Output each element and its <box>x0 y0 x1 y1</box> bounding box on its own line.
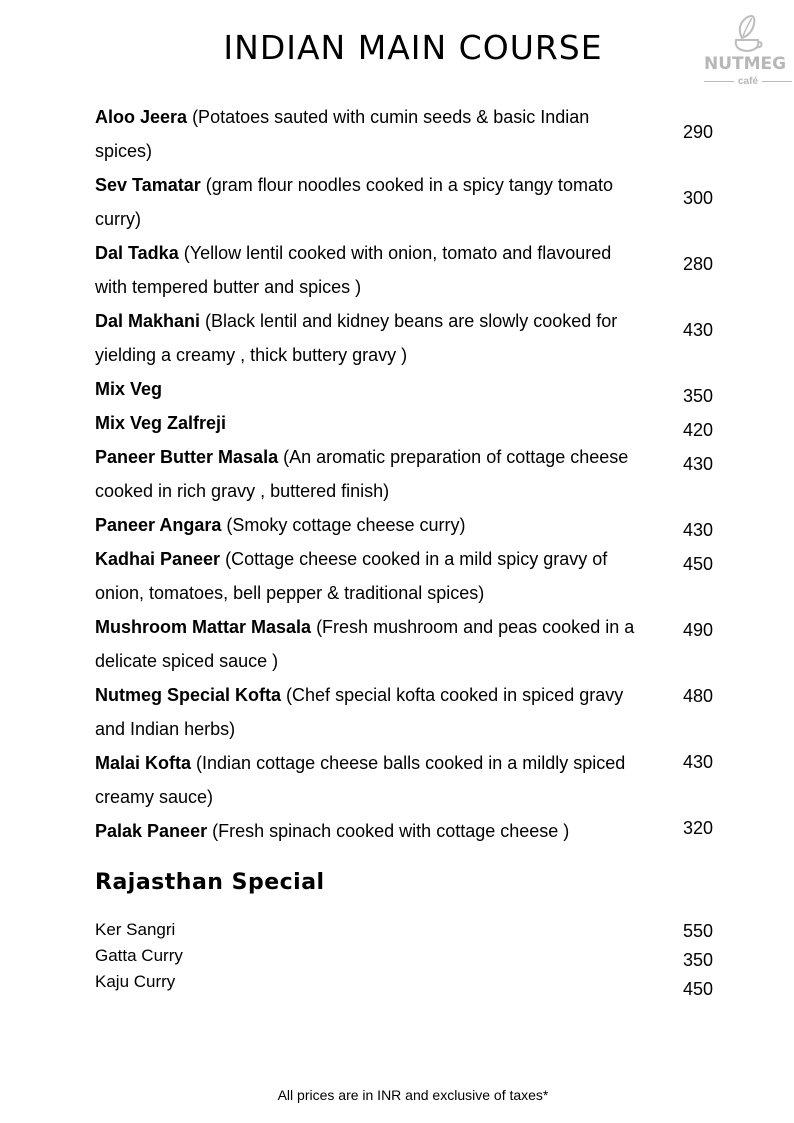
item-name: Palak Paneer <box>95 821 208 841</box>
item-price: 350 <box>683 386 714 406</box>
item-name: Ker Sangri <box>95 920 176 939</box>
section-title-rajasthan: Rajasthan Special <box>95 870 325 895</box>
menu-item <box>95 917 735 943</box>
item-description: (gram flour noodles cooked in a spicy tangy tomato curry) <box>95 175 613 229</box>
item-price: 430 <box>683 520 714 540</box>
menu-item <box>95 440 735 508</box>
menu-item <box>95 406 735 440</box>
item-price: 280 <box>683 254 714 274</box>
item-name: Kaju Curry <box>95 972 176 991</box>
logo-wordmark: NUTMEG <box>704 54 787 74</box>
menu-item <box>95 236 735 304</box>
menu-item <box>95 610 735 678</box>
menu-item <box>95 678 735 746</box>
rajasthan-list <box>95 917 735 999</box>
menu-item <box>95 969 735 999</box>
item-price: 430 <box>683 454 714 474</box>
item-price: 430 <box>683 320 714 340</box>
coffee-leaf-icon <box>730 10 764 54</box>
menu-item <box>95 304 735 372</box>
item-description: (An aromatic preparation of cottage cheese cooked in rich gravy , buttered finish) <box>95 447 629 501</box>
item-price: 290 <box>683 122 714 142</box>
menu-item <box>95 542 735 610</box>
menu-item <box>95 746 735 814</box>
item-description: (Fresh mushroom and peas cooked in a delicate spiced sauce ) <box>95 617 635 671</box>
item-price: 430 <box>683 752 714 772</box>
item-price: 300 <box>683 188 714 208</box>
item-name: Mushroom Mattar Masala <box>95 617 312 637</box>
item-name: Kadhai Paneer <box>95 549 221 569</box>
item-name: Dal Tadka <box>95 243 179 263</box>
item-price: 480 <box>683 686 714 706</box>
item-description: (Chef special kofta cooked in spiced gravy and Indian herbs) <box>95 685 624 739</box>
item-price: 550 <box>683 921 714 941</box>
main-course-list <box>95 100 735 848</box>
item-price: 450 <box>683 979 714 999</box>
item-description: (Smoky cottage cheese curry) <box>226 515 466 535</box>
footer-note: All prices are in INR and exclusive of taxes* <box>277 1087 549 1103</box>
item-description: (Cottage cheese cooked in a mild spicy gravy of onion, tomatoes, bell pepper & traditional spices) <box>95 549 608 603</box>
item-description: (Fresh spinach cooked with cottage cheese ) <box>212 821 570 841</box>
item-name: Nutmeg Special Kofta <box>95 685 282 705</box>
logo-subtitle <box>704 76 794 87</box>
menu-item <box>95 508 735 542</box>
page-title: INDIAN MAIN COURSE <box>223 28 603 67</box>
item-name: Gatta Curry <box>95 946 183 965</box>
item-name: Malai Kofta <box>95 753 192 773</box>
menu-item <box>95 372 735 406</box>
item-description: (Potatoes sauted with cumin seeds & basic Indian spices) <box>95 107 590 161</box>
item-price: 490 <box>683 620 714 640</box>
item-price: 320 <box>683 818 714 838</box>
menu-item <box>95 100 735 168</box>
item-description: (Indian cottage cheese balls cooked in a mildly spiced creamy sauce) <box>95 753 626 807</box>
item-price: 350 <box>683 950 714 970</box>
item-price: 420 <box>683 420 714 440</box>
item-price: 450 <box>683 554 714 574</box>
item-name: Dal Makhani <box>95 311 201 331</box>
nutmeg-cafe-logo <box>700 8 794 88</box>
menu-item <box>95 168 735 236</box>
menu-item <box>95 814 735 848</box>
menu-item <box>95 943 735 969</box>
item-name: Aloo Jeera <box>95 107 188 127</box>
logo-subtitle-text: café <box>738 76 759 87</box>
item-description: (Yellow lentil cooked with onion, tomato and flavoured with tempered butter and spices ) <box>95 243 612 297</box>
item-name: Mix Veg Zalfreji <box>95 413 227 433</box>
item-name: Mix Veg <box>95 379 163 399</box>
item-name: Sev Tamatar <box>95 175 201 195</box>
item-name: Paneer Angara <box>95 515 222 535</box>
item-name: Paneer Butter Masala <box>95 447 279 467</box>
item-description: (Black lentil and kidney beans are slowly cooked for yielding a creamy , thick buttery gravy ) <box>95 311 618 365</box>
